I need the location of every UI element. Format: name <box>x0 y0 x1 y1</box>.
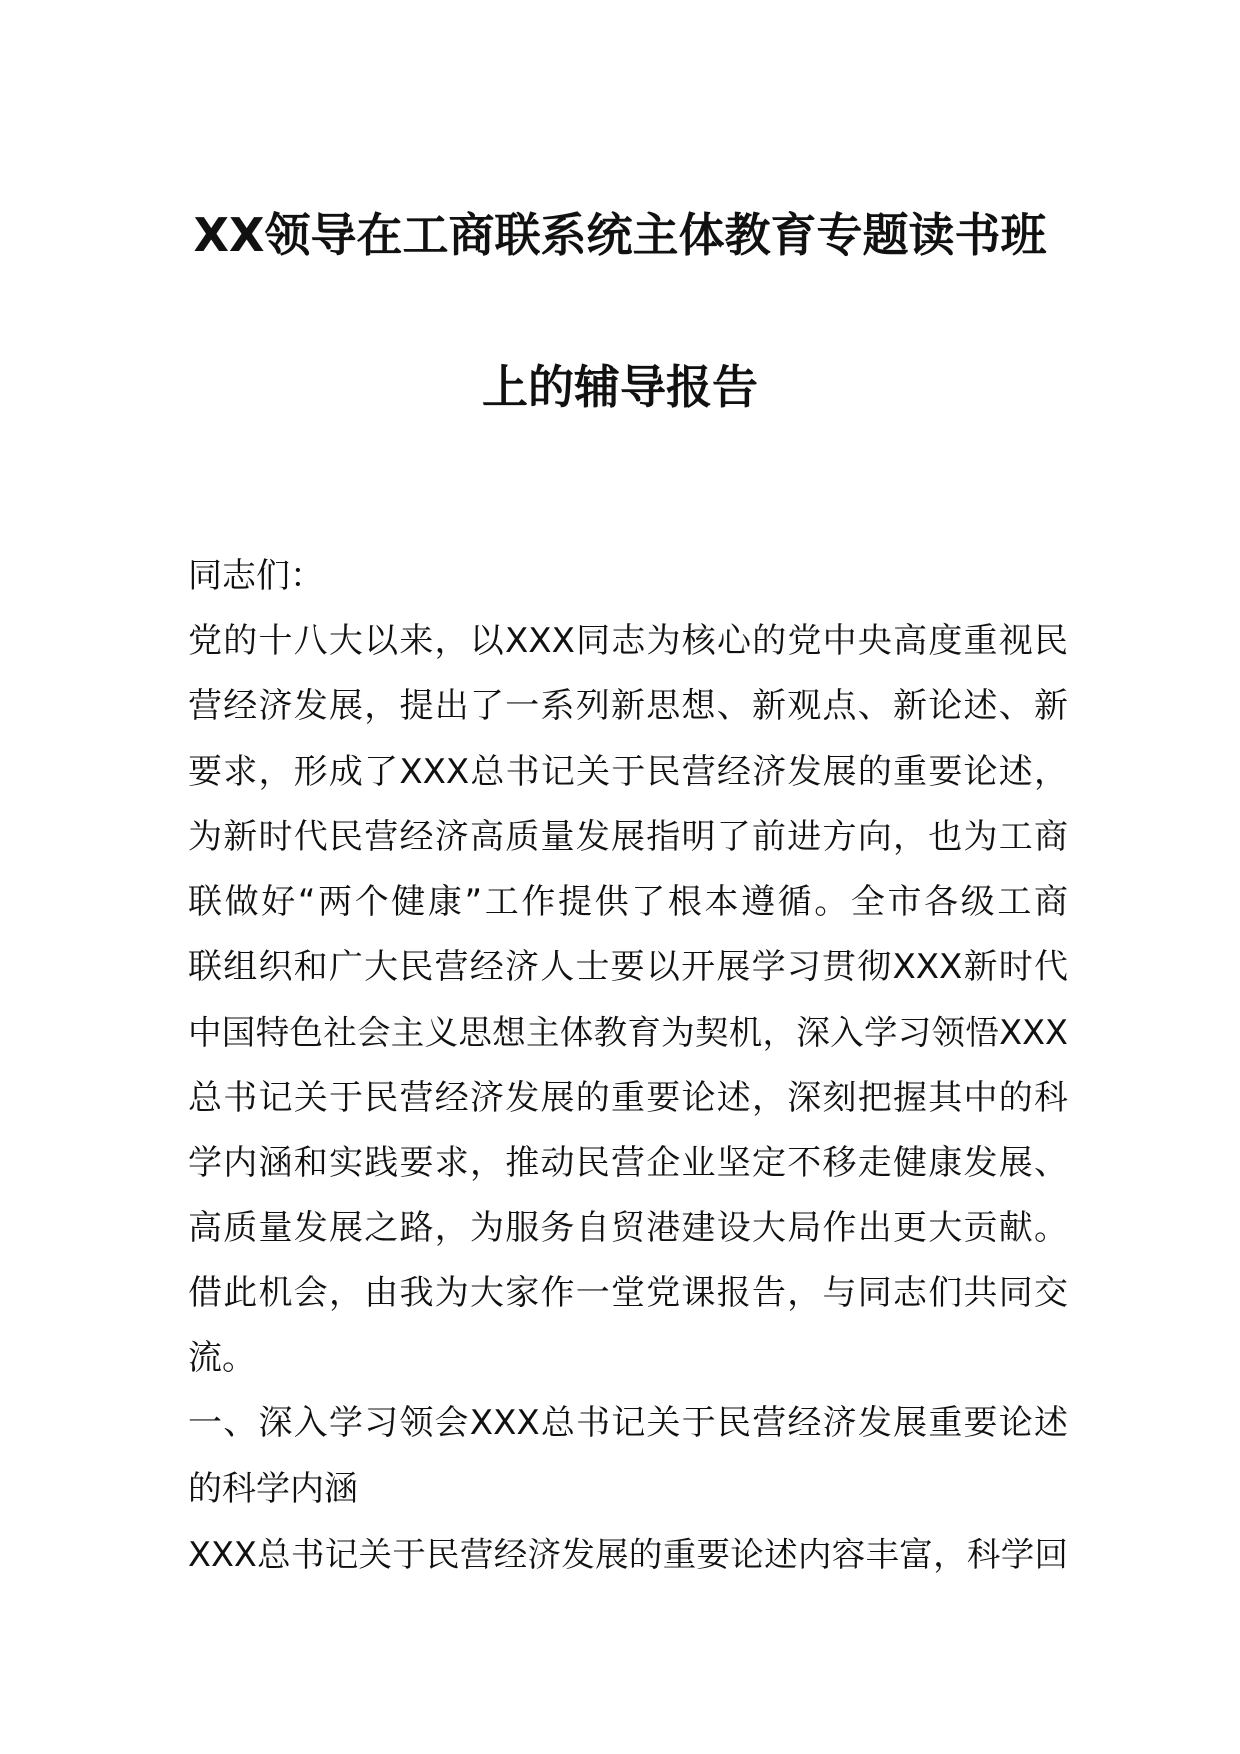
body-line: 为新时代民营经济高质量发展指明了前进方向，也为工商 <box>188 816 1068 857</box>
body-line: 总书记关于民营经济发展的重要论述，深刻把握其中的科 <box>188 1077 1068 1118</box>
body-line: 联组织和广大民营经济人士要以开展学习贯彻XXX新时代 <box>188 947 1068 988</box>
document-body <box>188 544 1068 1587</box>
body-line: 高质量发展之路，为服务自贸港建设大局作出更大贡献。 <box>188 1207 1068 1248</box>
document-title-line-1: XX领导在工商联系统主体教育专题读书班 <box>193 208 1047 262</box>
body-line: 要求，形成了XXX总书记关于民营经济发展的重要论述， <box>188 751 1068 792</box>
body-line: 中国特色社会主义思想主体教育为契机，深入学习领悟XXX <box>188 1013 1068 1053</box>
body-line: 流。 <box>188 1338 256 1379</box>
body-line: 党的十八大以来，以XXX同志为核心的党中央高度重视民 <box>188 621 1068 662</box>
body-line: 的科学内涵 <box>188 1468 358 1509</box>
body-line: 学内涵和实践要求，推动民营企业坚定不移走健康发展、 <box>188 1142 1068 1183</box>
body-line: 借此机会，由我为大家作一堂党课报告，与同志们共同交 <box>188 1273 1068 1314</box>
body-line: 联做好“两个健康”工作提供了根本遵循。全市各级工商 <box>188 881 1068 922</box>
body-line: XXX总书记关于民营经济发展的重要论述内容丰富，科学回 <box>188 1534 1068 1574</box>
body-line: 一、深入学习领会XXX总书记关于民营经济发展重要论述 <box>188 1403 1068 1444</box>
body-line: 营经济发展，提出了一系列新思想、新观点、新论述、新 <box>188 686 1068 727</box>
body-line: 同志们： <box>188 556 324 596</box>
document-title-line-2: 上的辅导报告 <box>482 360 758 414</box>
